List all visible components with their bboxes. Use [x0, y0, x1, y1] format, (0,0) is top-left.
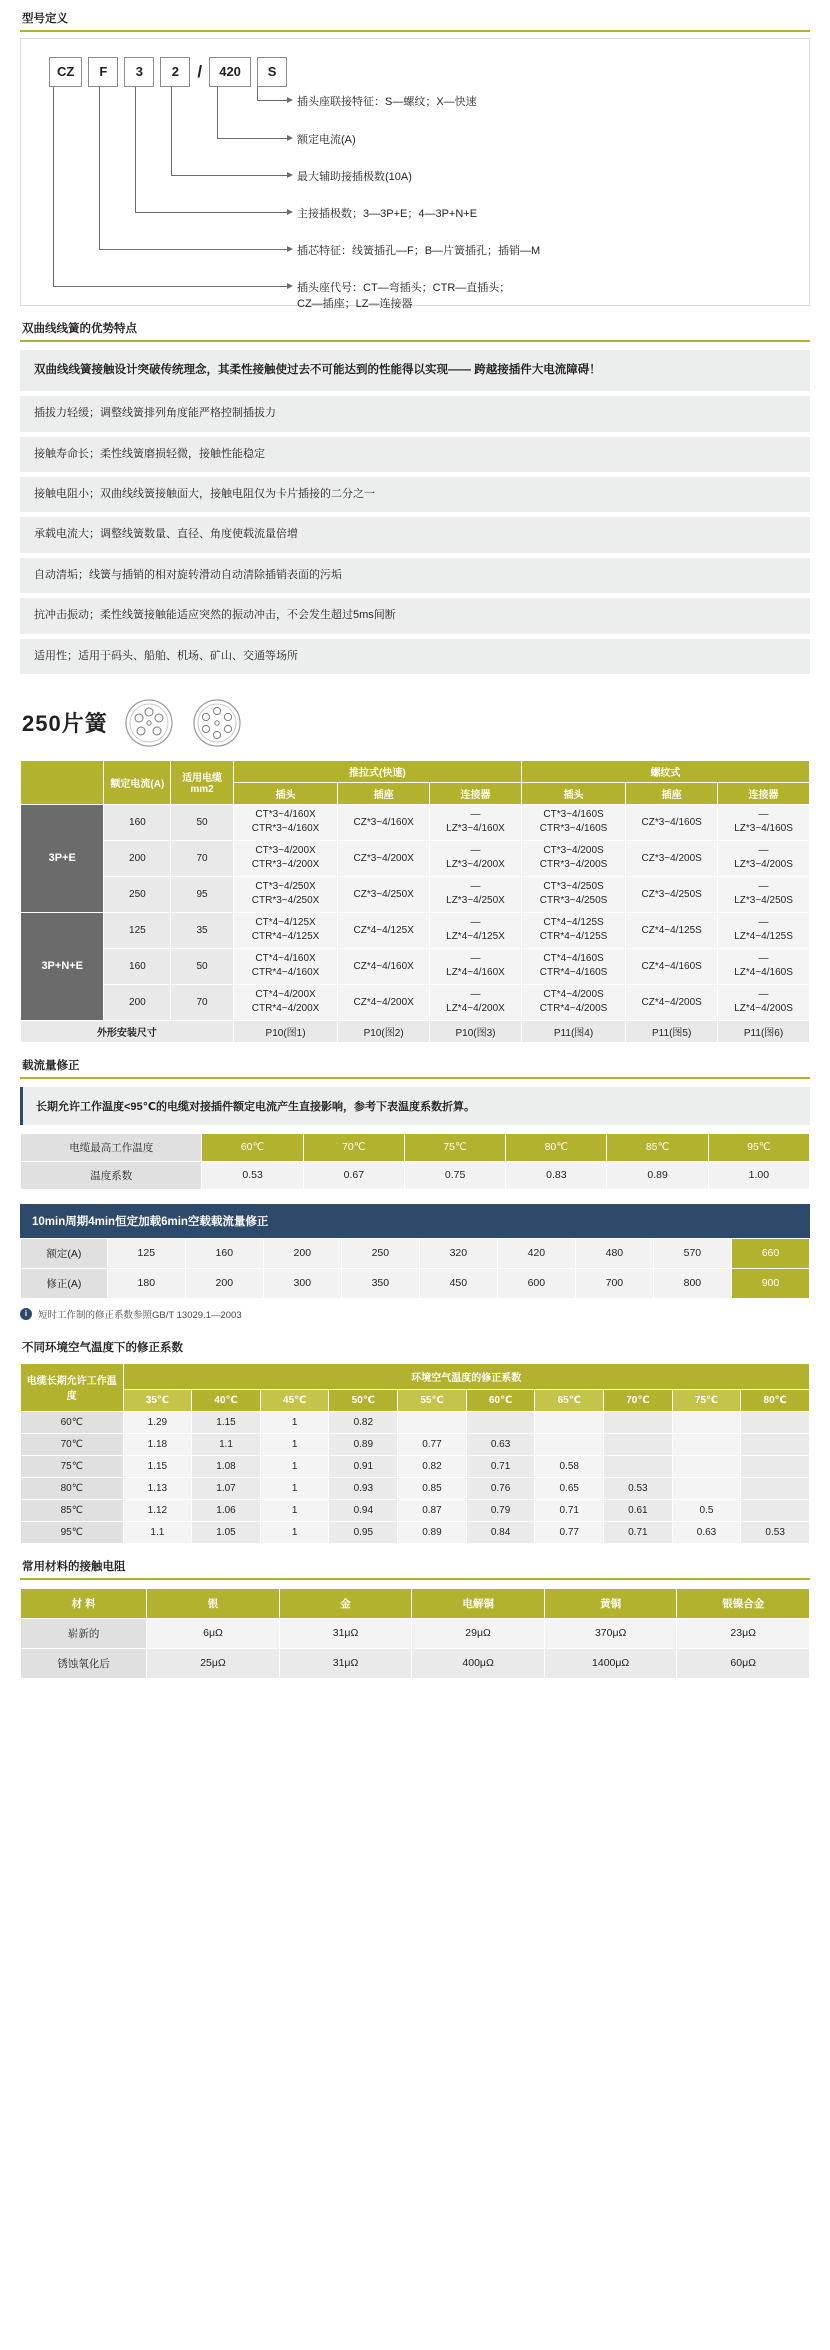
advantage-item-1: 接触寿命长；柔性线簧磨损轻微，接触性能稳定: [20, 437, 810, 472]
res-cell: 1400μΩ: [544, 1648, 677, 1678]
code-slash: /: [197, 62, 203, 81]
env-cell: 1: [260, 1521, 329, 1543]
cell-push-plug: CT*4~4/125X CTR*4~4/125X: [233, 912, 337, 948]
leader-arrow-1: [287, 97, 293, 103]
cell-push-socket: CZ*3~4/160X: [338, 804, 430, 840]
res-header-2: 金: [279, 1588, 412, 1618]
info-icon: i: [20, 1308, 32, 1320]
legend-2: 额定电流(A): [297, 134, 356, 146]
corrected-4: 450: [419, 1268, 497, 1298]
table-row: [21, 1648, 810, 1678]
section-250: [20, 696, 810, 750]
section-title-resistance: 常用材料的接触电阻: [20, 1558, 810, 1580]
env-cell: 1: [260, 1433, 329, 1455]
legend-5: 插芯特征：线簧插孔—F；B—片簧插孔；插销—M: [297, 245, 541, 257]
section-title-carry: 载流量修正: [20, 1057, 810, 1079]
env-cell: 0.95: [329, 1521, 398, 1543]
th-push: 推拉式(快速): [233, 760, 521, 782]
rated-4: 320: [419, 1238, 497, 1268]
res-header-5: 银镍合金: [677, 1588, 810, 1618]
table-row: [21, 948, 810, 984]
cell-thread-socket: CZ*3~4/200S: [626, 840, 718, 876]
env-cell: 1.15: [123, 1455, 192, 1477]
cell-push-plug: CT*4~4/160X CTR*4~4/160X: [233, 948, 337, 984]
res-header-1: 银: [147, 1588, 280, 1618]
env-cell: 0.61: [604, 1499, 673, 1521]
corrected-2: 300: [263, 1268, 341, 1298]
cell-thread-connector: — LZ*4~4/160S: [718, 948, 810, 984]
cell-rated: 200: [104, 840, 171, 876]
res-cell: 370μΩ: [544, 1618, 677, 1648]
th-thread: 螺纹式: [521, 760, 809, 782]
table-row: [21, 1411, 810, 1433]
env-temp-0: 35℃: [123, 1389, 192, 1411]
env-cell: 0.76: [466, 1477, 535, 1499]
env-temp-7: 70℃: [604, 1389, 673, 1411]
env-cell: 0.91: [329, 1455, 398, 1477]
env-col1-label: 电缆长期允许工作温度: [21, 1363, 124, 1411]
res-header-4: 黄铜: [544, 1588, 677, 1618]
th-rated: 额定电流(A): [104, 760, 171, 804]
corrected-5: 600: [497, 1268, 575, 1298]
corrected-1: 200: [185, 1268, 263, 1298]
cell-push-plug: CT*3~4/160X CTR*3~4/160X: [233, 804, 337, 840]
env-temp-9: 80℃: [741, 1389, 810, 1411]
code-cell-1: F: [88, 57, 118, 87]
cell-thread-plug: CT*4~4/200S CTR*4~4/200S: [521, 984, 625, 1020]
env-cell: 1: [260, 1499, 329, 1521]
table-row: [21, 1268, 810, 1298]
env-cell: [741, 1433, 810, 1455]
advantage-highlight: 双曲线线簧接触设计突破传统理念，其柔性接触使过去不可能达到的性能得以实现—— 跨越接插件大电流障碍！: [20, 350, 810, 391]
env-cell: 1.15: [192, 1411, 261, 1433]
env-row-label: 80℃: [21, 1477, 124, 1499]
table-row: [21, 912, 810, 948]
carry-note: 长期允许工作温度<95℃的电缆对接插件额定电流产生直接影响，参考下表温度系数折算。: [20, 1087, 810, 1125]
cell-cable: 70: [171, 840, 234, 876]
leader-h-1: [257, 100, 287, 101]
cell-cable: 35: [171, 912, 234, 948]
table-row: [21, 1433, 810, 1455]
leader-arrow-3: [287, 172, 293, 178]
res-cell: 29μΩ: [412, 1618, 545, 1648]
table-env-temp-coefficients: [20, 1363, 810, 1544]
env-cell: 0.65: [535, 1477, 604, 1499]
cell-push-socket: CZ*4~4/160X: [338, 948, 430, 984]
env-cell: 0.63: [672, 1521, 741, 1543]
env-cell: 1.18: [123, 1433, 192, 1455]
res-cell: 31μΩ: [279, 1618, 412, 1648]
rated-label: 额定(A): [21, 1238, 108, 1268]
th-push-connector: 连接器: [430, 782, 522, 804]
env-group-label: 环境空气温度的修正系数: [123, 1363, 809, 1389]
leader-v-5: [99, 87, 100, 250]
cell-rated: 250: [104, 876, 171, 912]
legend-4: 主接插极数；3—3P+E；4—3P+N+E: [297, 208, 478, 220]
res-header-0: 材 料: [21, 1588, 147, 1618]
footer-val-2: P10(图3): [430, 1020, 522, 1042]
leader-arrow-6: [287, 283, 293, 289]
coef-0: 0.53: [202, 1161, 303, 1189]
table-row: [21, 1499, 810, 1521]
th-thread-socket: 插座: [626, 782, 718, 804]
cell-push-plug: CT*3~4/250X CTR*3~4/250X: [233, 876, 337, 912]
res-row-label: 崭新的: [21, 1618, 147, 1648]
env-cell: 0.89: [398, 1521, 467, 1543]
cell-thread-socket: CZ*3~4/250S: [626, 876, 718, 912]
env-cell: 0.71: [604, 1521, 673, 1543]
table-header-row: [21, 1588, 810, 1618]
env-cell: 0.82: [398, 1455, 467, 1477]
table-header-row-1: [21, 1363, 810, 1389]
code-cell-5: 420: [209, 57, 251, 87]
res-cell: 6μΩ: [147, 1618, 280, 1648]
leader-arrow-5: [287, 246, 293, 252]
leader-arrow-2: [287, 135, 293, 141]
cell-cable: 50: [171, 804, 234, 840]
env-cell: 1: [260, 1455, 329, 1477]
env-cell: 0.84: [466, 1521, 535, 1543]
env-cell: [672, 1455, 741, 1477]
env-row-label: 60℃: [21, 1411, 124, 1433]
title-250: 250片簧: [22, 711, 108, 737]
cell-cable: 95: [171, 876, 234, 912]
temp-2: 75℃: [404, 1133, 505, 1161]
section-carry-correction: [20, 1057, 810, 1079]
cell-push-connector: — LZ*4~4/125X: [430, 912, 522, 948]
code-cell-2: 3: [124, 57, 154, 87]
res-cell: 31μΩ: [279, 1648, 412, 1678]
env-cell: 1.08: [192, 1455, 261, 1477]
res-cell: 400μΩ: [412, 1648, 545, 1678]
advantage-item-0: 插拔力轻缓；调整线簧排列角度能严格控制插拔力: [20, 396, 810, 431]
env-cell: 1.1: [192, 1433, 261, 1455]
env-cell: 0.93: [329, 1477, 398, 1499]
table-footer-row: [21, 1020, 810, 1042]
res-cell: 60μΩ: [677, 1648, 810, 1678]
cell-rated: 160: [104, 948, 171, 984]
footnote-standard: [20, 1307, 810, 1321]
res-header-3: 电解铜: [412, 1588, 545, 1618]
footer-label: 外形安装尺寸: [21, 1020, 234, 1042]
table-row: [21, 840, 810, 876]
table-header-row-2: [21, 1389, 810, 1411]
code-cell-3: 2: [160, 57, 190, 87]
rated-6: 480: [575, 1238, 653, 1268]
temp-0: 60℃: [202, 1133, 303, 1161]
section-title-model: 型号定义: [20, 10, 810, 32]
env-cell: [604, 1411, 673, 1433]
env-temp-3: 50℃: [329, 1389, 398, 1411]
duty-cycle-title: 10min周期4min恒定加载6min空载载流量修正: [20, 1204, 810, 1238]
env-cell: 1: [260, 1411, 329, 1433]
env-cell: 0.53: [741, 1521, 810, 1543]
leader-v-4: [135, 87, 136, 213]
env-temp-2: 45℃: [260, 1389, 329, 1411]
leader-h-2: [217, 138, 287, 139]
cell-thread-plug: CT*3~4/250S CTR*3~4/250S: [521, 876, 625, 912]
table-250-models: [20, 760, 810, 1043]
leader-v-6: [53, 87, 54, 287]
env-cell: [604, 1455, 673, 1477]
table-contact-resistance: [20, 1588, 810, 1679]
temp-5: 95℃: [708, 1133, 809, 1161]
table-row: [21, 1521, 810, 1543]
table-row: [21, 1477, 810, 1499]
env-row-label: 85℃: [21, 1499, 124, 1521]
env-temp-4: 55℃: [398, 1389, 467, 1411]
leader-h-4: [135, 212, 287, 213]
env-cell: 1.12: [123, 1499, 192, 1521]
advantage-item-2: 接触电阻小；双曲线线簧接触面大，接触电阻仅为卡片插接的二分之一: [20, 477, 810, 512]
env-cell: 1.06: [192, 1499, 261, 1521]
cell-push-socket: CZ*3~4/200X: [338, 840, 430, 876]
corrected-last: 900: [731, 1268, 809, 1298]
advantage-item-4: 自动清垢；线簧与插销的相对旋转滑动自动清除插销表面的污垢: [20, 558, 810, 593]
env-cell: [535, 1411, 604, 1433]
temp-3: 80℃: [506, 1133, 607, 1161]
corrected-3: 350: [341, 1268, 419, 1298]
env-cell: [535, 1433, 604, 1455]
table-row: [21, 1455, 810, 1477]
env-temp-8: 75℃: [672, 1389, 741, 1411]
env-cell: 1: [260, 1477, 329, 1499]
group-label-3pne: 3P+N+E: [21, 912, 104, 1020]
env-cell: [741, 1499, 810, 1521]
cell-rated: 200: [104, 984, 171, 1020]
table-temp-coefficient: [20, 1133, 810, 1190]
env-cell: 0.77: [398, 1433, 467, 1455]
temp-1: 70℃: [303, 1133, 404, 1161]
res-row-label: 锈蚀氧化后: [21, 1648, 147, 1678]
env-cell: 1.1: [123, 1521, 192, 1543]
cell-push-plug: CT*3~4/200X CTR*3~4/200X: [233, 840, 337, 876]
rated-0: 125: [107, 1238, 185, 1268]
table-header-row-1: [21, 760, 810, 782]
cell-push-connector: — LZ*3~4/250X: [430, 876, 522, 912]
cell-push-connector: — LZ*4~4/160X: [430, 948, 522, 984]
cell-cable: 50: [171, 948, 234, 984]
cell-cable: 70: [171, 984, 234, 1020]
code-cell-6: S: [257, 57, 287, 87]
section-model-definition: [20, 10, 810, 32]
connector-face-icon-1: [122, 696, 176, 750]
cell-thread-socket: CZ*4~4/160S: [626, 948, 718, 984]
env-cell: 0.5: [672, 1499, 741, 1521]
table-row: [21, 1618, 810, 1648]
table-row: [21, 1161, 810, 1189]
table-row: [21, 1238, 810, 1268]
env-cell: 0.85: [398, 1477, 467, 1499]
rated-3: 250: [341, 1238, 419, 1268]
cell-push-connector: — LZ*3~4/160X: [430, 804, 522, 840]
res-cell: 23μΩ: [677, 1618, 810, 1648]
env-cell: 1.07: [192, 1477, 261, 1499]
cell-push-connector: — LZ*4~4/200X: [430, 984, 522, 1020]
table-row: [21, 804, 810, 840]
section-contact-resistance: [20, 1558, 810, 1580]
th-push-plug: 插头: [233, 782, 337, 804]
env-cell: [398, 1411, 467, 1433]
th-thread-connector: 连接器: [718, 782, 810, 804]
footer-val-4: P11(图5): [626, 1020, 718, 1042]
cell-push-socket: CZ*4~4/200X: [338, 984, 430, 1020]
section-title-advantages: 双曲线线簧的优势特点: [20, 320, 810, 342]
env-cell: [741, 1477, 810, 1499]
env-temp-6: 65℃: [535, 1389, 604, 1411]
env-cell: [672, 1433, 741, 1455]
footer-val-5: P11(图6): [718, 1020, 810, 1042]
env-row-label: 70℃: [21, 1433, 124, 1455]
leader-h-6: [53, 286, 287, 287]
table-row: [21, 984, 810, 1020]
env-cell: [466, 1411, 535, 1433]
env-cell: 0.71: [466, 1455, 535, 1477]
env-cell: 0.79: [466, 1499, 535, 1521]
env-title: 不同环境空气温度下的修正系数: [22, 1341, 183, 1354]
env-cell: 0.87: [398, 1499, 467, 1521]
cell-thread-plug: CT*3~4/200S CTR*3~4/200S: [521, 840, 625, 876]
cell-thread-connector: — LZ*3~4/200S: [718, 840, 810, 876]
temp-4: 85℃: [607, 1133, 708, 1161]
th-cable: 适用电缆mm2: [171, 760, 234, 804]
footer-val-1: P10(图2): [338, 1020, 430, 1042]
corrected-6: 700: [575, 1268, 653, 1298]
leader-arrow-4: [287, 209, 293, 215]
cell-thread-plug: CT*4~4/160S CTR*4~4/160S: [521, 948, 625, 984]
model-definition-diagram: [20, 38, 810, 310]
leader-v-1: [257, 87, 258, 101]
corrected-7: 800: [653, 1268, 731, 1298]
coef-5: 1.00: [708, 1161, 809, 1189]
temp-label: 电缆最高工作温度: [21, 1133, 202, 1161]
cell-thread-socket: CZ*4~4/200S: [626, 984, 718, 1020]
section-advantages: [20, 320, 810, 342]
legend-7: CZ—插座；LZ—连接器: [297, 298, 413, 310]
env-cell: 0.82: [329, 1411, 398, 1433]
env-cell: [741, 1411, 810, 1433]
code-cell-0: CZ: [49, 57, 82, 87]
coef-label: 温度系数: [21, 1161, 202, 1189]
legend-3: 最大辅助接插极数(10A): [297, 171, 412, 183]
cell-thread-connector: — LZ*3~4/250S: [718, 876, 810, 912]
cell-thread-connector: — LZ*4~4/125S: [718, 912, 810, 948]
env-cell: 1.13: [123, 1477, 192, 1499]
coef-4: 0.89: [607, 1161, 708, 1189]
leader-v-2: [217, 87, 218, 139]
rated-last: 660: [731, 1238, 809, 1268]
rated-7: 570: [653, 1238, 731, 1268]
th-push-socket: 插座: [338, 782, 430, 804]
res-cell: 25μΩ: [147, 1648, 280, 1678]
bottom-spacer: [20, 1679, 810, 1703]
env-cell: 1.05: [192, 1521, 261, 1543]
advantage-item-5: 抗冲击振动；柔性线簧接触能适应突然的振动冲击，不会发生超过5ms间断: [20, 598, 810, 633]
cell-thread-connector: — LZ*4~4/200S: [718, 984, 810, 1020]
env-temp-5: 60℃: [466, 1389, 535, 1411]
model-code-row: [35, 57, 795, 87]
group-label-3pe: 3P+E: [21, 804, 104, 912]
footer-val-3: P11(图4): [521, 1020, 625, 1042]
env-cell: 0.94: [329, 1499, 398, 1521]
env-cell: 1.29: [123, 1411, 192, 1433]
env-cell: 0.58: [535, 1455, 604, 1477]
env-cell: 0.53: [604, 1477, 673, 1499]
env-row-label: 95℃: [21, 1521, 124, 1543]
env-cell: 0.63: [466, 1433, 535, 1455]
page-root: [0, 10, 830, 1703]
env-cell: 0.77: [535, 1521, 604, 1543]
table-duty-correction: [20, 1238, 810, 1299]
coef-3: 0.83: [506, 1161, 607, 1189]
footnote-text: 短时工作制的修正系数参照GB/T 13029.1—2003: [38, 1309, 242, 1321]
env-cell: [604, 1433, 673, 1455]
rated-2: 200: [263, 1238, 341, 1268]
cell-thread-plug: CT*3~4/160S CTR*3~4/160S: [521, 804, 625, 840]
cell-thread-connector: — LZ*3~4/160S: [718, 804, 810, 840]
env-row-label: 75℃: [21, 1455, 124, 1477]
rated-1: 160: [185, 1238, 263, 1268]
env-cell: 0.71: [535, 1499, 604, 1521]
footer-val-0: P10(图1): [233, 1020, 337, 1042]
env-cell: [741, 1455, 810, 1477]
table-row: [21, 876, 810, 912]
cell-push-connector: — LZ*3~4/200X: [430, 840, 522, 876]
cell-thread-plug: CT*4~4/125S CTR*4~4/125S: [521, 912, 625, 948]
env-cell: [672, 1477, 741, 1499]
env-cell: [672, 1411, 741, 1433]
advantage-item-6: 适用性；适用于码头、船舶、机场、矿山、交通等场所: [20, 639, 810, 674]
legend-1: 插头座联接特征：S—螺纹；X—快速: [297, 96, 477, 108]
corrected-label: 修正(A): [21, 1268, 108, 1298]
coef-1: 0.67: [303, 1161, 404, 1189]
env-cell: 0.89: [329, 1433, 398, 1455]
cell-push-socket: CZ*4~4/125X: [338, 912, 430, 948]
cell-push-plug: CT*4~4/200X CTR*4~4/200X: [233, 984, 337, 1020]
cell-thread-socket: CZ*3~4/160S: [626, 804, 718, 840]
coef-2: 0.75: [404, 1161, 505, 1189]
legend-6: 插头座代号：CT—弯插头；CTR—直插头；: [297, 282, 511, 294]
env-temp-1: 40℃: [192, 1389, 261, 1411]
cell-thread-socket: CZ*4~4/125S: [626, 912, 718, 948]
connector-face-icon-2: [190, 696, 244, 750]
corrected-0: 180: [107, 1268, 185, 1298]
table-row: [21, 1133, 810, 1161]
cell-push-socket: CZ*3~4/250X: [338, 876, 430, 912]
cell-rated: 125: [104, 912, 171, 948]
rated-5: 420: [497, 1238, 575, 1268]
leader-h-3: [171, 175, 287, 176]
th-blank: [21, 760, 104, 804]
advantage-item-3: 承载电流大；调整线簧数量、直径、角度使载流量倍增: [20, 517, 810, 552]
cell-rated: 160: [104, 804, 171, 840]
leader-v-3: [171, 87, 172, 176]
th-thread-plug: 插头: [521, 782, 625, 804]
leader-h-5: [99, 249, 287, 250]
